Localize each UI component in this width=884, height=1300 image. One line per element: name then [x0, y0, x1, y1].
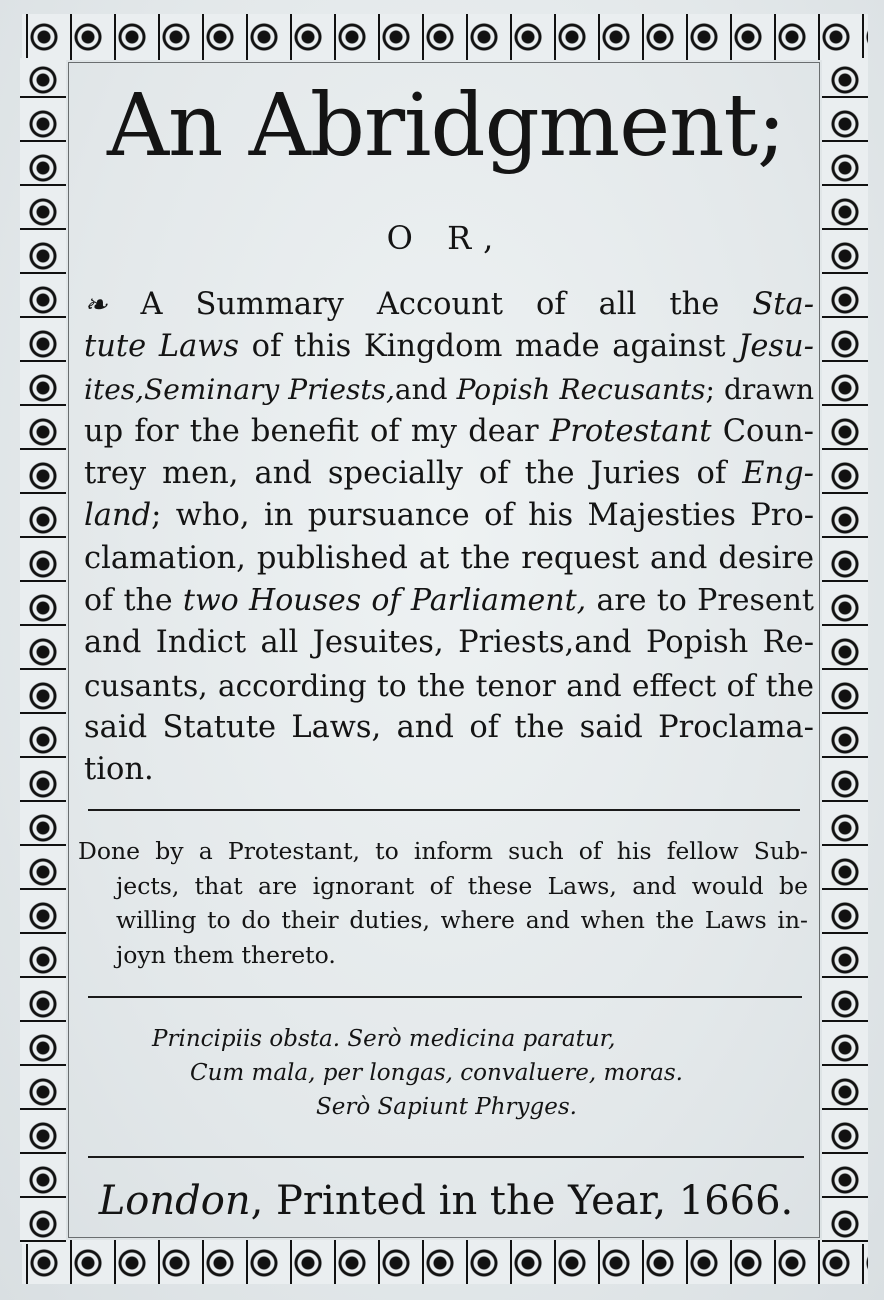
- imprint-place: London: [98, 1178, 251, 1224]
- motto-line: Cum mala, per longas, convaluere, moras.: [190, 1060, 683, 1086]
- summary-line: trey men, and specially of the Juries of Eng-: [84, 456, 814, 492]
- summary-line: tute Laws of this Kingdom made against Jesu-: [84, 329, 814, 365]
- author-statement-line: willing to do their duties, where and when the Laws in-: [116, 906, 808, 934]
- ornamental-border-bottom: [22, 1240, 868, 1284]
- summary-line: said Statute Laws, and of the said Proclama-: [84, 709, 814, 745]
- summary-line: land; who, in pursuance of his Majesties Pro-: [84, 498, 814, 534]
- author-statement-line: joyn them thereto.: [116, 940, 336, 969]
- summary-line: cusants, according to the tenor and effect of the: [84, 668, 814, 703]
- imprint: [76, 1174, 816, 1228]
- horizontal-rule: [88, 809, 800, 811]
- horizontal-rule: [88, 996, 802, 998]
- summary-line: tion.: [84, 752, 154, 788]
- ornamental-border-right: [822, 58, 868, 1244]
- or-line: O R,: [386, 219, 506, 257]
- summary-line: of the two Houses of Parliament, are to Present: [84, 583, 814, 619]
- fleuron-ornament: ❧: [84, 288, 108, 321]
- imprint-date: , Printed in the Year, 1666.: [250, 1178, 794, 1224]
- ornamental-border-top: [22, 14, 868, 60]
- page-title: An Abridgment;: [106, 76, 786, 176]
- author-statement-line: Done by a Protestant, to inform such of his fellow Sub-: [78, 837, 808, 865]
- page-content: [76, 66, 816, 1236]
- author-statement: [78, 834, 808, 972]
- ornamental-border-left: [20, 58, 66, 1244]
- summary-line: and Indict all Jesuites, Priests,and Popish Re-: [84, 625, 814, 661]
- summary-line: clamation, published at the request and desire: [84, 540, 814, 576]
- motto-line: Serò Sapiunt Phryges.: [316, 1094, 577, 1120]
- motto-line: Principiis obsta. Serò medicina paratur,: [152, 1026, 616, 1052]
- summary-line: ❧ A Summary Account of all the Sta-: [84, 287, 814, 322]
- summary-line: up for the benefit of my dear Protestant Coun-: [84, 413, 814, 449]
- horizontal-rule: [88, 1156, 804, 1158]
- summary-paragraph: [84, 284, 814, 792]
- author-statement-line: jects, that are ignorant of these Laws, and would be: [116, 871, 808, 900]
- summary-line: ites,Seminary Priests,and Popish Recusants; drawn: [84, 372, 814, 406]
